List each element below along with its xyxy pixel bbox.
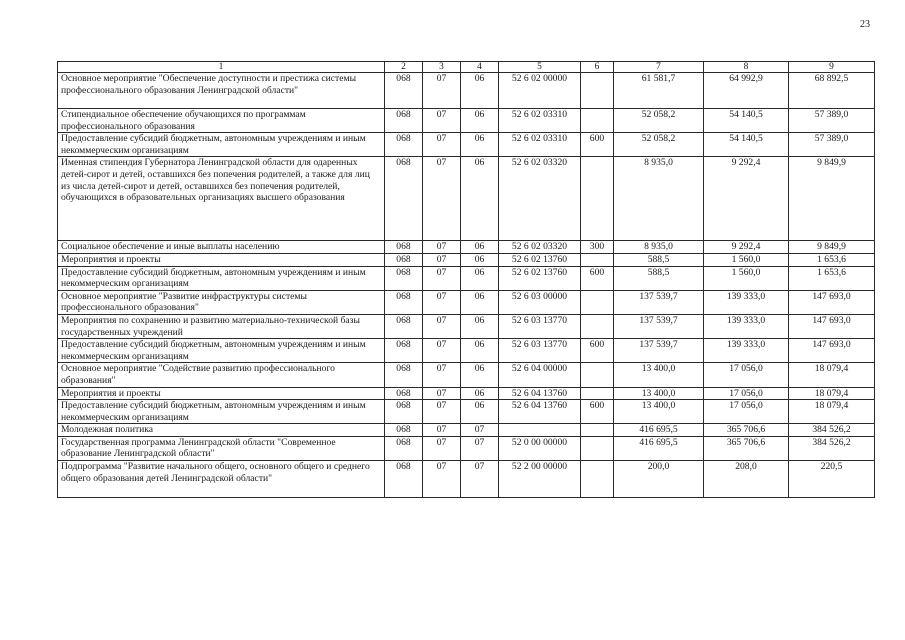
subsection-code: 06 [461,314,499,338]
expense-type [581,387,614,400]
subsection-code: 06 [461,157,499,241]
target-code: 52 6 04 13760 [499,400,581,424]
amount-year-1: 8 935,0 [614,157,704,241]
target-code: 52 6 02 00000 [499,73,581,109]
column-header: 8 [704,62,789,73]
admin-code: 068 [385,339,423,363]
amount-year-3: 1 653,6 [789,266,875,290]
amount-year-3: 9 849,9 [789,157,875,241]
row-name: Предоставление субсидий бюджетным, автономным учреждениям и иным некоммерческим организациям [58,339,385,363]
subsection-code: 06 [461,290,499,314]
column-header: 3 [423,62,461,73]
expense-type: 600 [581,400,614,424]
subsection-code: 06 [461,266,499,290]
budget-table [57,61,875,498]
subsection-code: 06 [461,133,499,157]
column-header: 9 [789,62,875,73]
target-code [499,424,581,437]
amount-year-2: 139 333,0 [704,314,789,338]
table-row [58,387,875,400]
table-row [58,157,875,241]
target-code: 52 6 02 03310 [499,109,581,133]
row-name: Молодежная политика [58,424,385,437]
amount-year-3: 147 693,0 [789,314,875,338]
amount-year-2: 1 560,0 [704,266,789,290]
amount-year-2: 9 292,4 [704,241,789,254]
expense-type [581,253,614,266]
column-header: 7 [614,62,704,73]
table-row [58,266,875,290]
target-code: 52 6 03 00000 [499,290,581,314]
target-code: 52 0 00 00000 [499,436,581,460]
admin-code: 068 [385,241,423,254]
row-name: Предоставление субсидий бюджетным, автономным учреждениям и иным некоммерческим организациям [58,400,385,424]
column-header: 5 [499,62,581,73]
table-row [58,424,875,437]
expense-type [581,363,614,387]
table-row [58,253,875,266]
amount-year-3: 384 526,2 [789,424,875,437]
target-code: 52 6 02 13760 [499,266,581,290]
target-code: 52 6 04 13760 [499,387,581,400]
row-name: Основное мероприятие "Обеспечение доступности и престижа системы профессионального образования Ленинградской области" [58,73,385,109]
amount-year-1: 137 539,7 [614,314,704,338]
expense-type: 600 [581,266,614,290]
table-row [58,73,875,109]
subsection-code: 06 [461,339,499,363]
amount-year-2: 17 056,0 [704,387,789,400]
expense-type [581,424,614,437]
section-code: 07 [423,436,461,460]
amount-year-1: 8 935,0 [614,241,704,254]
section-code: 07 [423,339,461,363]
amount-year-1: 416 695,5 [614,436,704,460]
section-code: 07 [423,109,461,133]
table-row [58,241,875,254]
amount-year-3: 9 849,9 [789,241,875,254]
section-code: 07 [423,157,461,241]
column-header: 2 [385,62,423,73]
admin-code: 068 [385,363,423,387]
admin-code: 068 [385,436,423,460]
amount-year-3: 18 079,4 [789,363,875,387]
section-code: 07 [423,133,461,157]
amount-year-3: 220,5 [789,461,875,498]
table-row [58,109,875,133]
target-code: 52 6 02 03310 [499,133,581,157]
amount-year-2: 139 333,0 [704,290,789,314]
header-row [58,62,875,73]
amount-year-1: 137 539,7 [614,339,704,363]
table-row [58,290,875,314]
amount-year-1: 137 539,7 [614,290,704,314]
amount-year-2: 54 140,5 [704,133,789,157]
amount-year-1: 61 581,7 [614,73,704,109]
admin-code: 068 [385,290,423,314]
amount-year-3: 147 693,0 [789,339,875,363]
row-name: Основное мероприятие "Содействие развитию профессионального образования" [58,363,385,387]
row-name: Социальное обеспечение и иные выплаты населению [58,241,385,254]
amount-year-3: 1 653,6 [789,253,875,266]
amount-year-2: 139 333,0 [704,339,789,363]
amount-year-2: 1 560,0 [704,253,789,266]
target-code: 52 6 02 13760 [499,253,581,266]
section-code: 07 [423,253,461,266]
subsection-code: 06 [461,109,499,133]
amount-year-3: 57 389,0 [789,133,875,157]
section-code: 07 [423,461,461,498]
subsection-code: 07 [461,424,499,437]
amount-year-2: 64 992,9 [704,73,789,109]
subsection-code: 06 [461,363,499,387]
section-code: 07 [423,424,461,437]
admin-code: 068 [385,424,423,437]
row-name: Мероприятия по сохранению и развитию материально-технической базы государственных учреждений [58,314,385,338]
subsection-code: 06 [461,73,499,109]
section-code: 07 [423,290,461,314]
expense-type [581,109,614,133]
row-name: Основное мероприятие "Развитие инфраструктуры системы профессионального образования" [58,290,385,314]
row-name: Подпрограмма "Развитие начального общего, основного общего и среднего общего образования детей Ленинградской области" [58,461,385,498]
amount-year-3: 18 079,4 [789,400,875,424]
admin-code: 068 [385,109,423,133]
subsection-code: 06 [461,253,499,266]
amount-year-3: 384 526,2 [789,436,875,460]
section-code: 07 [423,73,461,109]
admin-code: 068 [385,461,423,498]
amount-year-1: 13 400,0 [614,363,704,387]
amount-year-1: 588,5 [614,253,704,266]
subsection-code: 06 [461,387,499,400]
target-code: 52 2 00 00000 [499,461,581,498]
expense-type [581,436,614,460]
amount-year-2: 17 056,0 [704,400,789,424]
target-code: 52 6 03 13770 [499,339,581,363]
subsection-code: 06 [461,400,499,424]
column-header: 6 [581,62,614,73]
section-code: 07 [423,241,461,254]
amount-year-1: 416 695,5 [614,424,704,437]
column-header: 1 [58,62,385,73]
table-row [58,133,875,157]
section-code: 07 [423,363,461,387]
admin-code: 068 [385,73,423,109]
page-number: 23 [860,19,870,30]
amount-year-3: 68 892,5 [789,73,875,109]
target-code: 52 6 04 00000 [499,363,581,387]
row-name: Предоставление субсидий бюджетным, автономным учреждениям и иным некоммерческим организациям [58,266,385,290]
admin-code: 068 [385,387,423,400]
target-code: 52 6 02 03320 [499,157,581,241]
amount-year-1: 588,5 [614,266,704,290]
section-code: 07 [423,387,461,400]
row-name: Предоставление субсидий бюджетным, автономным учреждениям и иным некоммерческим организациям [58,133,385,157]
amount-year-3: 57 389,0 [789,109,875,133]
row-name: Государственная программа Ленинградской области "Современное образование Ленинградской области" [58,436,385,460]
expense-type: 600 [581,133,614,157]
admin-code: 068 [385,133,423,157]
table-row [58,461,875,498]
amount-year-1: 52 058,2 [614,133,704,157]
amount-year-2: 54 140,5 [704,109,789,133]
row-name: Мероприятия и проекты [58,253,385,266]
admin-code: 068 [385,266,423,290]
admin-code: 068 [385,314,423,338]
admin-code: 068 [385,400,423,424]
subsection-code: 06 [461,241,499,254]
table-row [58,339,875,363]
subsection-code: 07 [461,461,499,498]
expense-type: 600 [581,339,614,363]
amount-year-2: 17 056,0 [704,363,789,387]
amount-year-1: 13 400,0 [614,387,704,400]
section-code: 07 [423,400,461,424]
section-code: 07 [423,314,461,338]
amount-year-2: 365 706,6 [704,424,789,437]
amount-year-2: 9 292,4 [704,157,789,241]
amount-year-1: 52 058,2 [614,109,704,133]
amount-year-1: 13 400,0 [614,400,704,424]
column-header: 4 [461,62,499,73]
expense-type [581,314,614,338]
section-code: 07 [423,266,461,290]
table-row [58,314,875,338]
target-code: 52 6 02 03320 [499,241,581,254]
expense-type [581,461,614,498]
expense-type: 300 [581,241,614,254]
target-code: 52 6 03 13770 [499,314,581,338]
table-row [58,400,875,424]
amount-year-3: 147 693,0 [789,290,875,314]
table-row [58,363,875,387]
amount-year-1: 200,0 [614,461,704,498]
amount-year-2: 208,0 [704,461,789,498]
subsection-code: 07 [461,436,499,460]
row-name: Стипендиальное обеспечение обучающихся по программам профессионального образования [58,109,385,133]
admin-code: 068 [385,157,423,241]
table-row [58,436,875,460]
expense-type [581,157,614,241]
admin-code: 068 [385,253,423,266]
expense-type [581,290,614,314]
row-name: Мероприятия и проекты [58,387,385,400]
row-name: Именная стипендия Губернатора Ленинградской области для одаренных детей-сирот и детей, оставшихся без попечения родителей, а также для лиц из числа детей-сирот и детей, оставшихся без попечения родителей, обучающихся в образовательных организациях высшего образования [58,157,385,241]
amount-year-3: 18 079,4 [789,387,875,400]
expense-type [581,73,614,109]
amount-year-2: 365 706,6 [704,436,789,460]
